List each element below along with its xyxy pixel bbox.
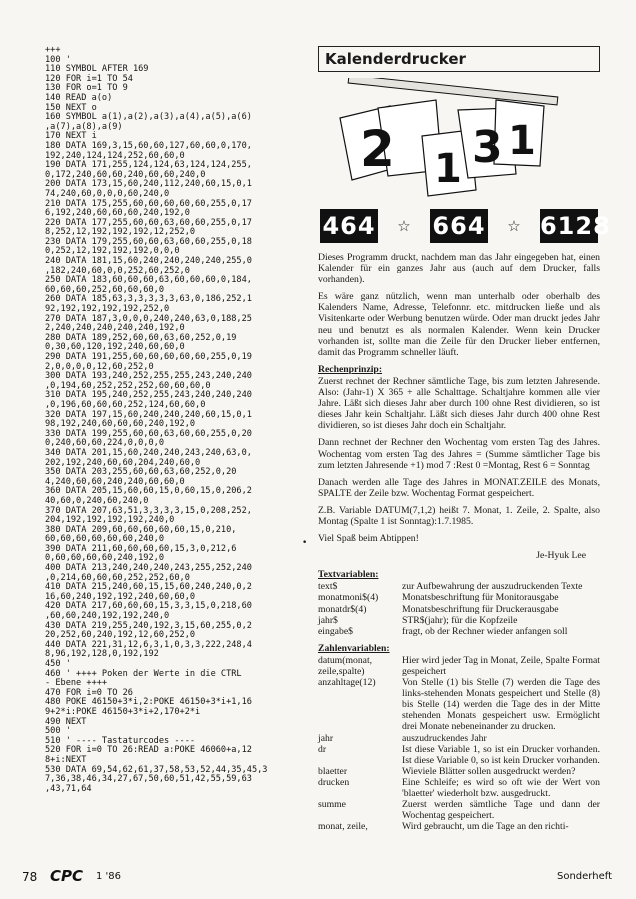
code-line: 270 DATA 187,3,0,0,0,240,240,63,0,188,25	[45, 313, 252, 324]
code-line: 530 DATA 69,54,62,61,37,58,53,52,44,35,45,3	[45, 764, 268, 775]
variable-name: text$	[318, 581, 338, 593]
article	[318, 46, 611, 833]
code-line: 160 SYMBOL a(1),a(2),a(3),a(4),a(5),a(6)	[45, 112, 252, 123]
code-line: 220 DATA 177,255,60,60,63,60,60,255,0,17	[45, 217, 252, 228]
code-line: 0,172,240,60,60,240,60,60,240,0	[45, 169, 206, 180]
code-line: 0,252,12,192,192,192,0,0,0	[45, 246, 180, 257]
code-line: 450 '	[45, 659, 71, 669]
code-line: 490 NEXT	[45, 716, 87, 727]
star-icon: ☆	[507, 217, 521, 235]
section-heading: Rechenprinzip:	[318, 363, 383, 375]
text-variables-table	[318, 581, 600, 636]
variable-description: Von Stelle (1) bis Stelle (7) werden die Tage des links-stehenden Monats gespeichert und Stelle (8) bis Stelle (14) werden die Tage des in der Mitte stehenden Monats gespeichert usw. Ermöglicht drei Monate nebeneinander zu drucken.	[402, 677, 600, 733]
code-line: 74,240,60,0,0,0,60,240,0	[45, 188, 170, 199]
code-line: 460 ' ++++ Poken der Werte in die CTRL	[45, 668, 242, 679]
code-line: 310 DATA 195,240,252,255,243,240,240,240	[45, 390, 252, 401]
code-line: 7,36,38,46,34,27,67,50,60,51,42,55,59,63	[45, 774, 252, 785]
code-line: 300 DATA 193,240,252,255,255,243,240,240	[45, 371, 252, 382]
variable-name: monatmoni$(4)	[318, 592, 379, 604]
variable-name: jahr	[318, 732, 334, 744]
code-line: 440 DATA 221,31,12,6,3,1,0,3,3,222,248,4	[45, 639, 252, 650]
code-line: 470 FOR i=0 TO 26	[45, 687, 133, 698]
code-line: 202,192,240,60,60,204,240,60,0	[45, 457, 201, 468]
variable-description: STR$(jahr); für die Kopfzeile	[402, 614, 518, 626]
code-line: 8,252,12,192,192,192,12,252,0	[45, 227, 196, 238]
code-line: 8,96,192,128,0,192,192	[45, 649, 159, 660]
calendar-digit: 1	[508, 118, 536, 164]
code-line: 180 DATA 169,3,15,60,60,127,60,60,0,170,	[45, 140, 252, 151]
code-line: 320 DATA 197,15,60,240,240,240,60,15,0,1	[45, 409, 252, 420]
code-line: ,60,60,240,192,192,240,0	[45, 611, 170, 622]
variable-name: anzahltage(12)	[318, 677, 376, 689]
variable-description: Wird gebraucht, um die Tage an den richti-	[402, 821, 569, 833]
code-line: 100 '	[45, 54, 71, 65]
variable-description: Hier wird jeder Tag in Monat, Zeile, Spalte Format gespeichert	[402, 654, 600, 677]
code-line: ,0,194,60,252,252,252,60,60,60,0	[45, 380, 211, 391]
code-line: 2,240,240,240,240,240,192,0	[45, 323, 185, 334]
code-line: 98,192,240,60,60,60,240,192,0	[45, 419, 196, 430]
paragraph: Danach werden alle Tage des Jahres in MONAT.ZEILE des Monats, SPALTE der Zeile bzw. Wochentag Format gespeichert.	[318, 476, 600, 499]
code-line: ,a(7),a(8),a(9)	[45, 121, 123, 132]
variable-name: drucken	[318, 776, 350, 788]
article-title: Kalenderdrucker	[318, 46, 600, 72]
variable-name: datum(monat, zeile,spalte)	[318, 654, 373, 677]
code-line: 190 DATA 171,255,124,124,63,124,124,255,	[45, 160, 252, 171]
calendar-digit: 2	[360, 120, 395, 178]
variable-description: Wieviele Blätter sollen ausgedruckt werden?	[402, 765, 576, 777]
paragraph: Es wäre ganz nützlich, wenn man unterhalb oder oberhalb des Kalenders Name, Adresse, Telefonnr. etc. mitdrucken ließe und als Visitenkarte oder Werbung benutzen würde. Oder man druckt jedes Jahr neu und benutzt es als normalen Kalender. Wenn kein Drucker vorhanden ist, sollte man die Zeile für den Drucker lieber entfernen, damit das Programm schneller läuft.	[318, 291, 600, 358]
code-line: 8+i:NEXT	[45, 754, 87, 765]
code-line: 250 DATA 183,60,60,60,63,60,60,60,0,184,	[45, 275, 252, 286]
code-line: 480 POKE 46150+3*i,2:POKE 46150+3*i+1,16	[45, 697, 252, 708]
code-line: 410 DATA 215,240,60,15,15,60,240,240,0,2	[45, 582, 252, 593]
code-line: - Ebene ++++	[45, 678, 108, 689]
code-line: +++	[45, 46, 61, 55]
code-line: 260 DATA 185,63,3,3,3,3,3,63,0,186,252,1	[45, 294, 252, 305]
code-line: 280 DATA 189,252,60,60,63,60,252,0,19	[45, 332, 237, 343]
paragraph: Dann rechnet der Rechner den Wochentag vom ersten Tag des Jahres. Wochentag vom ersten Tag des Jahres = (Summe sämtlicher Tage bis zum letzten Jahresende +1) mod 7 :Rest 0 =Montag, Rest 6 = Sonntag	[318, 437, 600, 471]
code-line: 0,30,60,120,192,240,60,60,0	[45, 342, 185, 353]
section-heading: Zahlenvariablen:	[318, 642, 390, 654]
code-line: 390 DATA 211,60,60,60,60,15,3,0,212,6	[45, 543, 237, 554]
issue-label: 1 '86	[96, 871, 122, 882]
code-line: 430 DATA 219,255,240,192,3,15,60,255,0,2	[45, 620, 252, 631]
compatible-models	[320, 208, 611, 244]
code-line: ,43,71,64	[45, 783, 92, 794]
code-line: 204,192,192,192,192,240,0	[45, 515, 175, 526]
code-line: ,0,196,60,60,60,252,124,60,60,0	[45, 399, 206, 410]
model-badge: 664	[430, 209, 488, 243]
code-line: 340 DATA 201,15,60,240,240,243,240,63,0,	[45, 447, 252, 458]
code-line: 370 DATA 207,63,51,3,3,3,3,15,0,208,252,	[45, 505, 252, 516]
author: Je-Hyuk Lee	[536, 550, 586, 562]
basic-program-listing	[45, 46, 307, 854]
code-line: 60,60,60,60,60,60,240,0	[45, 534, 164, 545]
variable-description: fragt, ob der Rechner wieder anfangen soll	[402, 625, 568, 637]
code-line: 60,60,60,252,60,60,60,0	[45, 284, 164, 295]
code-line: 150 NEXT o	[45, 102, 97, 113]
code-line: 40,60,0,240,60,240,0	[45, 495, 149, 506]
page-footer	[22, 866, 612, 888]
code-line: 110 SYMBOL AFTER 169	[45, 64, 149, 75]
code-line: 240 DATA 181,15,60,240,240,240,240,255,0	[45, 256, 252, 267]
code-line: 170 NEXT i	[45, 131, 97, 142]
code-line: 92,192,192,192,192,252,0	[45, 304, 170, 315]
code-line: 350 DATA 203,255,60,60,63,60,252,0,20	[45, 467, 237, 478]
code-line: 200 DATA 173,15,60,240,112,240,60,15,0,1	[45, 179, 252, 190]
variable-name: monat, zeile,	[318, 821, 368, 833]
code-line: 230 DATA 179,255,60,60,63,60,60,255,0,18	[45, 236, 252, 247]
variable-description: Monatsbeschriftung für Monitorausgabe	[402, 592, 559, 604]
category-strip	[0, 0, 34, 870]
variable-name: dr	[318, 743, 327, 755]
variable-name: blaetter	[318, 765, 348, 777]
code-line: 400 DATA 213,240,240,240,243,255,252,240	[45, 563, 252, 574]
code-line: 9+2*i:POKE 46150+3*i+2,170+2*i	[45, 706, 201, 717]
code-line: 192,240,124,124,252,60,60,0	[45, 150, 185, 161]
code-line: 120 FOR i=1 TO 54	[45, 73, 133, 84]
variable-description: auszudruckendes Jahr	[402, 732, 487, 744]
variable-description: Ist diese Variable 1, so ist ein Drucker vorhanden. Ist diese Variable 0, so ist kein Drucker vorhanden.	[402, 743, 600, 766]
principle-text	[318, 376, 600, 544]
number-variables-table	[318, 655, 600, 833]
code-line: 330 DATA 199,255,60,60,63,60,60,255,0,20	[45, 428, 252, 439]
variable-name: eingabe$	[318, 625, 353, 637]
code-line: 360 DATA 205,15,60,60,15,0,60,15,0,206,2	[45, 486, 252, 497]
code-line: 20,252,60,240,192,12,60,252,0	[45, 630, 196, 641]
paragraph: Zuerst rechnet der Rechner sämtliche Tage, bis zum letzten Jahresende. Also: (Jahr-1) X 365 + alle Schalttage. Schaltjahre kommen alle vier Jahre. Läßt sich dieses Jahr aber durch 100 ohne Rest dividieren, so ist dieses Jahr kein Schaltjahr. Läßt sich dieses Jahr durch 400 ohne Rest dividieren, so ist dieses Jahr doch ein Schaltjahr.	[318, 375, 600, 432]
code-line: 2,0,0,0,0,12,60,252,0	[45, 361, 154, 372]
code-line: 510 ' ---- Tastaturcodes ----	[45, 735, 196, 746]
magazine-logo: CPC	[50, 867, 84, 885]
variable-name: summe	[318, 799, 346, 811]
variable-description: Zuerst werden sämtliche Tage und dann der Wochentag gespeichert.	[402, 799, 600, 822]
model-badge: 6128	[540, 209, 598, 243]
code-line: 520 FOR i=0 TO 26:READ a:POKE 46060+a,12	[45, 745, 252, 756]
paragraph: Dieses Programm druckt, nachdem man das Jahr eingegeben hat, einen Kalender für ein ganzes Jahr aus (auch auf dem Drucker, falls vorhanden).	[318, 252, 600, 286]
code-line: ,182,240,60,0,0,252,60,252,0	[45, 265, 190, 276]
paragraph: Z.B. Variable DATUM(7,1,2) heißt 7. Monat, 1. Zeile, 2. Spalte, also Montag (Spalte 1 ist Sonntag):1.7.1985.	[318, 504, 600, 527]
section-heading: Textvariablen:	[318, 569, 379, 581]
calendar-pages-icon	[318, 78, 600, 208]
code-line: ,0,214,60,60,60,252,252,60,0	[45, 572, 190, 583]
code-line: 130 FOR o=1 TO 9	[45, 83, 128, 94]
variable-description: Eine Schleife; es wird so oft wie der Wert von 'blaetter' wiederholt bzw. ausgedruckt.	[402, 776, 600, 800]
code-line: 380 DATA 209,60,60,60,60,60,15,0,210,	[45, 524, 237, 535]
article-body	[318, 252, 600, 832]
star-icon: ☆	[397, 217, 411, 235]
code-line: 140 READ a(o)	[45, 92, 113, 103]
code-line: 6,192,240,60,60,60,240,192,0	[45, 208, 190, 219]
code-line: 0,240,60,60,224,0,0,0,0	[45, 438, 164, 449]
variable-description: zur Aufbewahrung der auszudruckenden Texte	[402, 581, 583, 593]
code-line: 210 DATA 175,255,60,60,60,60,60,255,0,17	[45, 198, 252, 209]
variable-name: monatdr$(4)	[318, 603, 367, 615]
code-line: 4,240,60,60,240,240,60,60,0	[45, 476, 185, 487]
paragraph: Viel Spaß beim Abtippen!	[318, 533, 419, 545]
calendar-digit: 1	[434, 146, 462, 192]
column-divider-mark: •	[302, 538, 308, 548]
code-line: 420 DATA 217,60,60,60,15,3,3,15,0,218,60	[45, 601, 252, 612]
code-line: 16,60,240,192,192,240,60,60,0	[45, 591, 196, 602]
page-number: 78	[22, 870, 38, 884]
model-badge: 464	[320, 209, 378, 243]
calendar-digit: 3	[472, 122, 503, 173]
calendar-illustration	[318, 78, 600, 208]
code-line: 0,60,60,60,60,240,192,0	[45, 553, 164, 564]
variable-description: Monatsbeschriftung für Druckerausgabe	[402, 603, 559, 615]
special-issue-label: Sonderheft	[557, 871, 612, 882]
code-line: 290 DATA 191,255,60,60,60,60,60,255,0,19	[45, 352, 252, 362]
variable-name: jahr$	[318, 614, 338, 626]
code-line: 500 '	[45, 726, 71, 737]
